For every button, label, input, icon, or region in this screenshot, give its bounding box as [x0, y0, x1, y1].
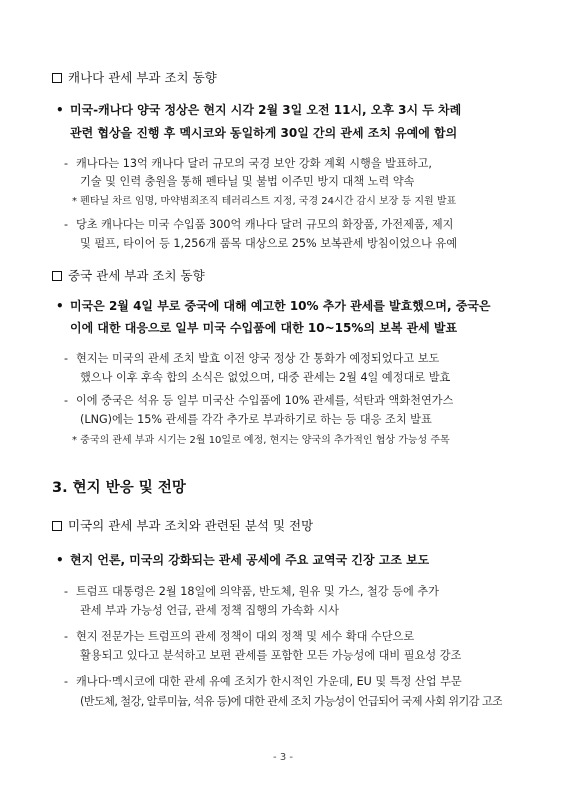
- detail-china-call-cont: 했으나 이후 후속 합의 소식은 없었으며, 대중 관세는 2월 4일 예정대로 발효: [80, 371, 451, 384]
- detail-analysis-grace: - 캐나다·멕시코에 대한 관세 유예 조치가 한시적인 가운데, EU 및 특정 산업 부문: [64, 675, 462, 688]
- detail-analysis-experts: - 현지 전문가는 트럼프의 관세 정책이 대외 정책 및 세수 확대 수단으로: [64, 630, 415, 643]
- detail-china-response: - 이에 중국은 석유 등 일부 미국산 수입품에 10% 관세를, 석탄과 액화천연가스: [64, 394, 454, 407]
- bullet-canada-agreement: • 미국-캐나다 양국 정상은 현지 시각 2월 3일 오전 11시, 오후 3시 두 차례: [56, 103, 462, 117]
- checkbox-square-icon: [52, 73, 62, 83]
- detail-canada-border-cont: 기술 및 인력 충원을 통해 펜타닐 및 불법 이주민 방지 대책 노력 약속: [80, 175, 415, 188]
- page-number: - 3 -: [273, 752, 293, 763]
- section-heading-analysis: 미국의 관세 부과 조치와 관련된 분석 및 전망: [52, 516, 313, 534]
- detail-analysis-trump-cont: 관세 부과 가능성 언급, 관세 정책 집행의 가속화 시사: [80, 604, 339, 617]
- detail-analysis-experts-cont: 활용되고 있다고 분석하고 보편 관세를 포함한 모든 가능성에 대비 필요성 강조: [80, 649, 462, 662]
- bullet-dot-icon: •: [56, 553, 64, 567]
- detail-analysis-grace-cont: (반도체, 철강, 알루미늄, 석유 등)에 대한 관세 조치 가능성이 언급되어 국제 사회 위기감 고조: [80, 695, 503, 708]
- detail-china-call: - 현지는 미국의 관세 조치 발효 이전 양국 정상 간 통화가 예정되었다고 보도: [64, 352, 440, 365]
- bullet-dot-icon: •: [56, 299, 64, 313]
- main-heading-outlook: 3. 현지 반응 및 전망: [52, 480, 186, 496]
- detail-canada-retaliation: - 당초 캐나다는 미국 수입품 300억 캐나다 달러 규모의 화장품, 가전제품, 제지: [64, 218, 454, 231]
- checkbox-square-icon: [52, 521, 62, 531]
- detail-canada-border: - 캐나다는 13억 캐나다 달러 규모의 국경 보안 강화 계획 시행을 발표하고,: [64, 157, 432, 170]
- bullet-china-tariff: • 미국은 2월 4일 부로 중국에 대해 예고한 10% 추가 관세를 발효했으며, 중국은: [56, 299, 491, 313]
- bullet-dot-icon: •: [56, 103, 64, 117]
- bullet-china-tariff-cont: 이에 대한 대응으로 일부 미국 수입품에 대한 10~15%의 보복 관세 발표: [70, 321, 458, 335]
- section-heading-china: 중국 관세 부과 조치 동향: [52, 266, 205, 284]
- bullet-analysis-media: • 현지 언론, 미국의 강화되는 관세 공세에 주요 교역국 긴장 고조 보도: [56, 553, 430, 567]
- checkbox-square-icon: [52, 271, 62, 281]
- detail-china-response-cont: (LNG)에는 15% 관세를 각각 추가로 부과하기로 하는 등 대응 조치 발표: [80, 413, 432, 426]
- detail-canada-retaliation-cont: 및 펄프, 타이어 등 1,256개 품목 대상으로 25% 보복관세 방침이었으나 유예: [80, 237, 457, 250]
- section-heading-canada: 캐나다 관세 부과 조치 동향: [52, 68, 217, 86]
- note-china-timing: * 중국의 관세 부과 시기는 2월 10일로 예정, 현지는 양국의 추가적인 협상 가능성 주목: [72, 435, 450, 446]
- note-canada-fentanyl: * 펜타닐 차르 임명, 마약범죄조직 테러리스트 지정, 국경 24시간 감시 보장 등 지원 발표: [72, 196, 457, 207]
- bullet-canada-agreement-cont: 관련 협상을 진행 후 멕시코와 동일하게 30일 간의 관세 조치 유예에 합의: [70, 126, 458, 140]
- detail-analysis-trump: - 트럼프 대통령은 2월 18일에 의약품, 반도체, 원유 및 가스, 철강 등에 추가: [64, 585, 439, 598]
